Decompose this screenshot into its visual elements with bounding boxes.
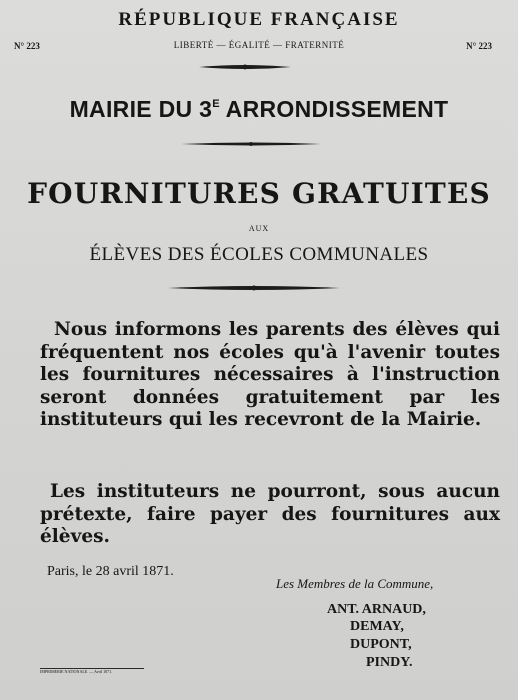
- title-subtitle: ÉLÈVES DES ÉCOLES COMMUNALES: [89, 244, 429, 265]
- signer-name: DUPONT,: [350, 637, 412, 652]
- republique-heading: RÉPUBLIQUE FRANÇAISE: [118, 9, 400, 30]
- signer-name: ANT. ARNAUD,: [327, 602, 426, 617]
- ornament-rule-top: [199, 62, 291, 72]
- main-title: FOURNITURES GRATUITES: [27, 177, 491, 210]
- ornament-rule-middle: [181, 140, 321, 148]
- title-aux: AUX: [248, 224, 270, 233]
- mairie-heading: [0, 96, 518, 123]
- paragraph-1: Nous informons les parents des élèves qui fréquentent nos écoles qu'à l'avenir toutes les fournitures nécessaires à l'instruction seront données gratuitement par les instituteurs qui les recevront de la Mairie.: [40, 319, 500, 430]
- poster-number-left: N° 223: [14, 41, 40, 51]
- signer-name: PINDY.: [366, 655, 413, 670]
- devise: LIBERTÉ — ÉGALITÉ — FRATERNITÉ: [173, 40, 345, 50]
- paragraph-2: Les instituteurs ne pourront, sous aucun prétexte, faire payer des fournitures aux élèves.: [40, 481, 500, 547]
- mairie-superscript: E: [212, 98, 220, 110]
- date-line: Paris, le 28 avril 1871.: [47, 564, 174, 579]
- poster-number-right: N° 223: [466, 41, 492, 51]
- mairie-prefix: MAIRIE DU 3: [69, 96, 213, 122]
- signers-label: Les Membres de la Commune,: [276, 576, 434, 591]
- ornament-rule-bottom: [168, 283, 340, 293]
- imprint-line: IMPRIMERIE NATIONALE. — Avril 1871.: [40, 669, 113, 674]
- signer-name: DEMAY,: [350, 619, 404, 634]
- mairie-suffix: ARRONDISSEMENT: [219, 96, 449, 122]
